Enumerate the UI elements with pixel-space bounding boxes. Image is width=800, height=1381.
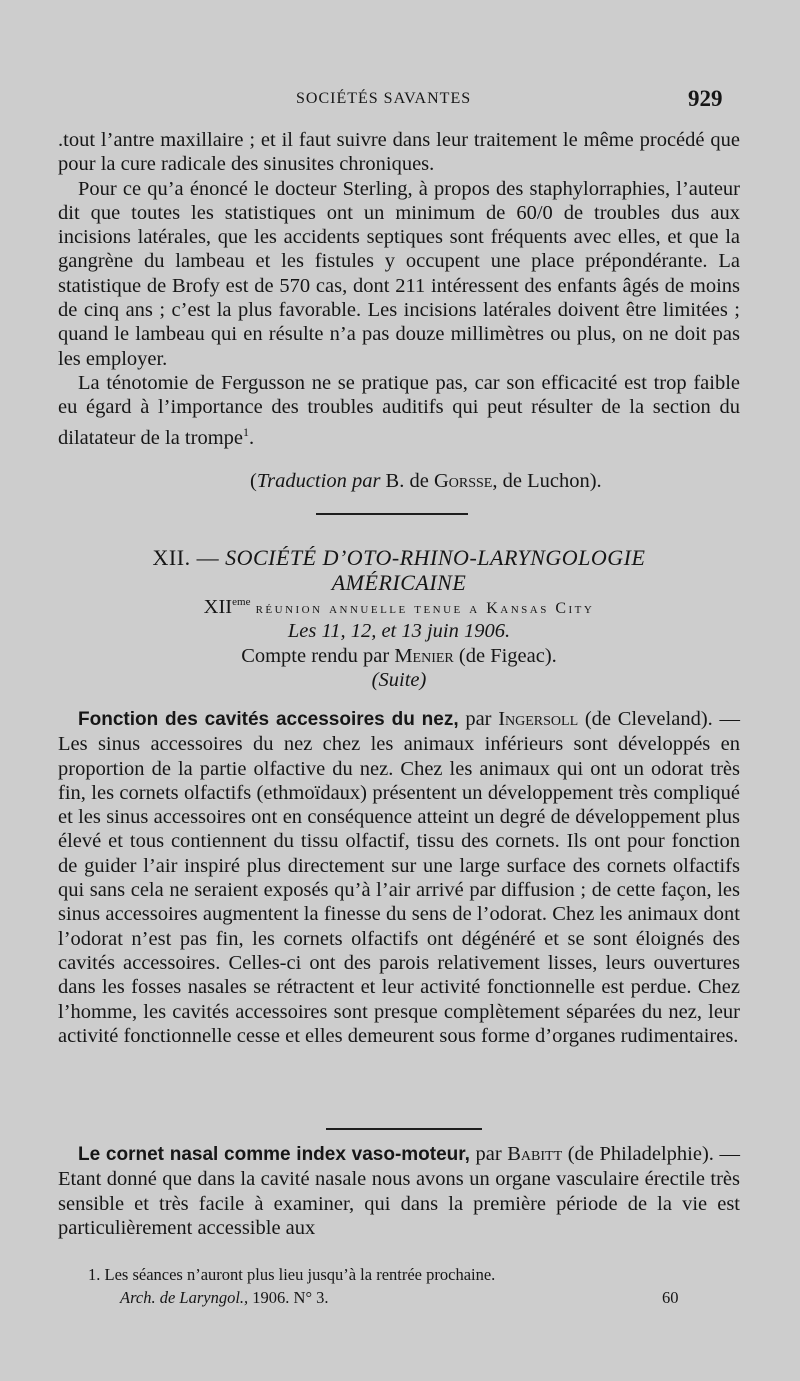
article-babitt-paragraph: Le cornet nasal comme index vaso-moteur, par Babitt (de Philadelphie). — Etant donné que dans la cavité nasale nous avons un organe vasculaire érectile très sensible et très facile à examiner, qui dans la première période de la vie est particulièrement accessible aux bbox=[58, 1143, 740, 1239]
article-body: (de Philadelphie). — Etant donné que dans la cavité nasale nous avons un organe vasculaire érectile très sensible et très facile à examiner, qui dans la première période de la vie est particulièrement accessible aux bbox=[58, 1143, 740, 1239]
translator-place: , de Luchon). bbox=[492, 470, 602, 492]
meeting-line bbox=[58, 596, 740, 619]
article-title: Le cornet nasal comme index vaso-moteur, bbox=[78, 1144, 470, 1165]
meeting-dates: Les 11, 12, et 13 juin 1906. bbox=[287, 620, 511, 642]
continuation-line: .tout l’antre maxillaire ; et il faut suivre dans leur traitement le même procédé que pour la cure radicale des sinusites chroniques. bbox=[58, 129, 740, 176]
section-title-line1 bbox=[58, 545, 740, 571]
article-title: Fonction des cavités accessoires du nez, bbox=[78, 709, 459, 730]
meeting-superscript: eme bbox=[232, 596, 251, 609]
meeting-ordinal: XII bbox=[203, 596, 233, 618]
article-babitt bbox=[58, 1142, 740, 1240]
article-body: (de Cleveland). — Les sinus accessoires du nez chez les animaux inférieurs sont développés en proportion de la partie olfactive du nez. Chez les animaux qui ont un odorat très fin, les cornets olfactifs (ethmoïdaux) présentent un développement très compliqué et les sinus accessoires ont en conséquence atteint un degré de développement plus élevé et tous contiennent du tissu olfactif, tissu des cornets. Ils ont pour fonction de guider l’air inspiré plus directement sur une large surface des cornets olfactifs qui sans cela ne seraient exposés qu’à l’air arrivé par diffusion ; de cette façon, les sinus accessoires augmentent la finesse du sens de l’odorat. Chez les animaux dont l’odorat n’est pas fin, les cornets olfactifs ont dégénéré et se sont éloignés des cavités accessoires. Celles-ci ont des parois relativement lisses, leurs ouvertures dans les fosses nasales se rétractent et leur activité fonctionnelle est perdue. Chez l’homme, les cavités accessoires sont presque complètement séparées du nez, leur activité fonctionnelle cesse et elles demeurent sous forme d’organes rudimentaires. bbox=[58, 708, 740, 1047]
section-title: SOCIÉTÉ D’OTO-RHINO-LARYNGOLOGIE bbox=[225, 545, 646, 570]
footnote bbox=[88, 1265, 495, 1285]
paragraph-tenotomie-text: La ténotomie de Fergusson ne se pratique pas, car son efficacité est trop faible eu égard à l’importance des troubles auditifs qui peut résulter de la section du dilatateur de la trompe bbox=[58, 371, 740, 449]
footnote-text: Les séances n’auront plus lieu jusqu’à la rentrée prochaine. bbox=[104, 1265, 496, 1284]
meeting-text: réunion annuelle tenue a Kansas City bbox=[255, 600, 595, 617]
journal-year-issue: 1906. N° 3. bbox=[252, 1288, 329, 1307]
footnote-number: 1. bbox=[88, 1265, 101, 1284]
translation-label: Traduction par bbox=[256, 470, 381, 492]
section-divider bbox=[316, 513, 468, 515]
translator-prefix: B. de bbox=[385, 470, 429, 492]
report-author: Menier bbox=[394, 645, 454, 667]
report-place: (de Figeac). bbox=[458, 645, 557, 667]
article-ingersoll-paragraph: Fonction des cavités accessoires du nez, par Ingersoll (de Cleveland). — Les sinus accessoires du nez chez les animaux inférieurs sont développés en proportion de la partie olfactive du nez. Chez les animaux qui ont un odorat très fin, les cornets olfactifs (ethmoïdaux) présentent un développement très compliqué et les sinus accessoires ont en conséquence atteint un degré de développement plus élevé et tous contiennent du tissu olfactif, tissu des cornets. Ils ont pour fonction de guider l’air inspiré plus directement sur une large surface des cornets olfactifs qui sans cela ne seraient exposés qu’à l’air arrivé par diffusion ; de cette façon, les sinus accessoires augmentent la finesse du sens de l’odorat. Chez les animaux dont l’odorat n’est pas fin, les cornets olfactifs ont dégénéré et se sont éloignés des cavités accessoires. Celles-ci ont des parois relativement lisses, leurs ouvertures dans les fosses nasales se rétractent et leur activité fonctionnelle est perdue. Chez l’homme, les cavités accessoires sont presque complètement séparées du nez, leur activité fonctionnelle cesse et elles demeurent sous forme d’organes rudimentaires. bbox=[58, 708, 740, 1047]
article-ingersoll bbox=[58, 707, 740, 1048]
sheet-number: 60 bbox=[662, 1288, 679, 1307]
section-title-line2: AMÉRICAINE bbox=[331, 570, 467, 595]
article-divider bbox=[326, 1128, 482, 1130]
translator-name: Gorsse bbox=[433, 470, 493, 492]
report-prefix: Compte rendu par bbox=[241, 645, 390, 667]
journal-name: Arch. de Laryngol., bbox=[120, 1288, 249, 1307]
continued-label: (Suite) bbox=[371, 669, 427, 691]
footnote-marker: 1 bbox=[243, 424, 249, 439]
running-head: SOCIÉTÉS SAVANTES bbox=[296, 90, 472, 107]
report-credit bbox=[58, 645, 740, 668]
page-number: 929 bbox=[688, 86, 723, 111]
article-author: Ingersoll bbox=[498, 708, 579, 730]
paragraph-tenotomie bbox=[58, 371, 740, 450]
article-author: Babitt bbox=[507, 1143, 563, 1165]
translation-credit: (Traduction par B. de Gorsse, de Luchon). bbox=[250, 470, 602, 492]
section-number: XII. — bbox=[152, 545, 220, 570]
footnote-marker-suffix: . bbox=[249, 426, 255, 449]
page-header bbox=[0, 86, 800, 116]
journal-signature bbox=[120, 1288, 329, 1308]
continuation-text bbox=[58, 128, 740, 450]
paragraph-staphylorraphies: Pour ce qu’a énoncé le docteur Sterling, à propos des staphylorraphies, l’auteur dit que toutes les statistiques ont un minimum de 60/0 de troubles dus aux incisions latérales, que les accidents septiques sont fréquents avec elles, et que la gangrène du lambeau et les fistules y occupent une place prépondérante. La statistique de Brofy est de 570 cas, dont 211 intéressent des enfants âgés de moins de cinq ans ; c’est la plus favorable. Les incisions latérales doivent être limitées ; quand le lambeau qui en résulte n’a pas douze millimètres ou plus, on ne doit pas les employer. bbox=[58, 177, 740, 370]
